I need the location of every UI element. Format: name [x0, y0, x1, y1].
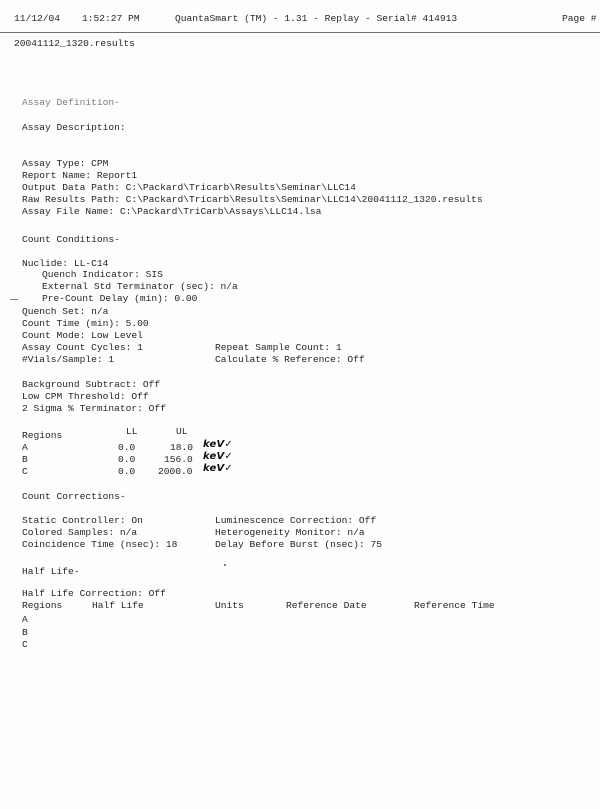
sigma-terminator: 2 Sigma % Terminator: Off	[22, 403, 166, 414]
quench-indicator: Quench Indicator: SIS	[42, 269, 163, 280]
results-filename: 20041112_1320.results	[14, 38, 135, 49]
assay-description-label: Assay Description:	[22, 122, 126, 133]
header-divider	[0, 32, 600, 33]
stray-mark	[10, 299, 18, 300]
half-life-row: B	[22, 627, 28, 638]
region-ul: 156.0	[164, 454, 193, 465]
header-page-label: Page #	[562, 13, 597, 24]
external-std-terminator: External Std Terminator (sec): n/a	[42, 281, 238, 292]
region-ul: 2000.0	[158, 466, 193, 477]
delay-before-burst: Delay Before Burst (nsec): 75	[215, 539, 382, 550]
nuclide: Nuclide: LL-C14	[22, 258, 109, 269]
assay-file-name: Assay File Name: C:\Packard\TriCarb\Assays\LLC14.lsa	[22, 206, 322, 217]
assay-count-cycles: Assay Count Cycles: 1	[22, 342, 143, 353]
half-life-col-half-life: Half Life	[92, 600, 144, 611]
scan-speck	[224, 564, 226, 566]
half-life-col-reference-time: Reference Time	[414, 600, 495, 611]
vials-per-sample: #Vials/Sample: 1	[22, 354, 115, 365]
quench-set: Quench Set: n/a	[22, 306, 109, 317]
half-life-col-units: Units	[215, 600, 244, 611]
static-controller: Static Controller: On	[22, 515, 143, 526]
checkmark-icon: ✓	[224, 439, 234, 450]
raw-results-path: Raw Results Path: C:\Packard\Tricarb\Results\Seminar\LLC14\20041112_1320.results	[22, 194, 483, 205]
regions-header-ul: UL	[176, 426, 188, 437]
assay-type: Assay Type: CPM	[22, 158, 109, 169]
low-cpm-threshold: Low CPM Threshold: Off	[22, 391, 149, 402]
count-time: Count Time (min): 5.00	[22, 318, 149, 329]
assay-definition-heading: Assay Definition-	[22, 97, 120, 108]
luminescence-correction: Luminescence Correction: Off	[215, 515, 377, 526]
pre-count-delay: Pre-Count Delay (min): 0.00	[42, 293, 198, 304]
region-ll: 0.0	[118, 466, 136, 477]
coincidence-time: Coincidence Time (nsec): 18	[22, 539, 178, 550]
half-life-col-reference-date: Reference Date	[286, 600, 367, 611]
repeat-sample-count: Repeat Sample Count: 1	[215, 342, 342, 353]
region-ll: 0.0	[118, 454, 136, 465]
half-life-col-regions: Regions	[22, 600, 63, 611]
heterogeneity-monitor: Heterogeneity Monitor: n/a	[215, 527, 365, 538]
handwritten-kev-note: keV✓	[203, 451, 234, 462]
header-date: 11/12/04	[14, 13, 61, 24]
regions-header-label: Regions	[22, 430, 63, 441]
count-mode: Count Mode: Low Level	[22, 330, 143, 341]
half-life-heading: Half Life-	[22, 566, 80, 577]
count-corrections-heading: Count Corrections-	[22, 491, 126, 502]
region-name: A	[22, 442, 28, 453]
checkmark-icon: ✓	[224, 451, 234, 462]
half-life-row: A	[22, 614, 28, 625]
handwritten-kev-note: keV✓	[203, 439, 234, 450]
colored-samples: Colored Samples: n/a	[22, 527, 138, 538]
region-name: B	[22, 454, 28, 465]
header-time: 1:52:27 PM	[82, 13, 140, 24]
report-name: Report Name: Report1	[22, 170, 138, 181]
half-life-correction: Half Life Correction: Off	[22, 588, 166, 599]
output-data-path: Output Data Path: C:\Packard\Tricarb\Results\Seminar\LLC14	[22, 182, 356, 193]
region-ul: 18.0	[170, 442, 194, 453]
calculate-reference: Calculate % Reference: Off	[215, 354, 365, 365]
checkmark-icon: ✓	[224, 463, 234, 474]
count-conditions-heading: Count Conditions-	[22, 234, 120, 245]
region-name: C	[22, 466, 28, 477]
background-subtract: Background Subtract: Off	[22, 379, 161, 390]
half-life-row: C	[22, 639, 28, 650]
handwritten-kev-note: keV✓	[203, 463, 234, 474]
header-title: QuantaSmart (TM) - 1.31 - Replay - Serial# 414913	[175, 13, 458, 24]
region-ll: 0.0	[118, 442, 136, 453]
regions-header-ll: LL	[126, 426, 138, 437]
